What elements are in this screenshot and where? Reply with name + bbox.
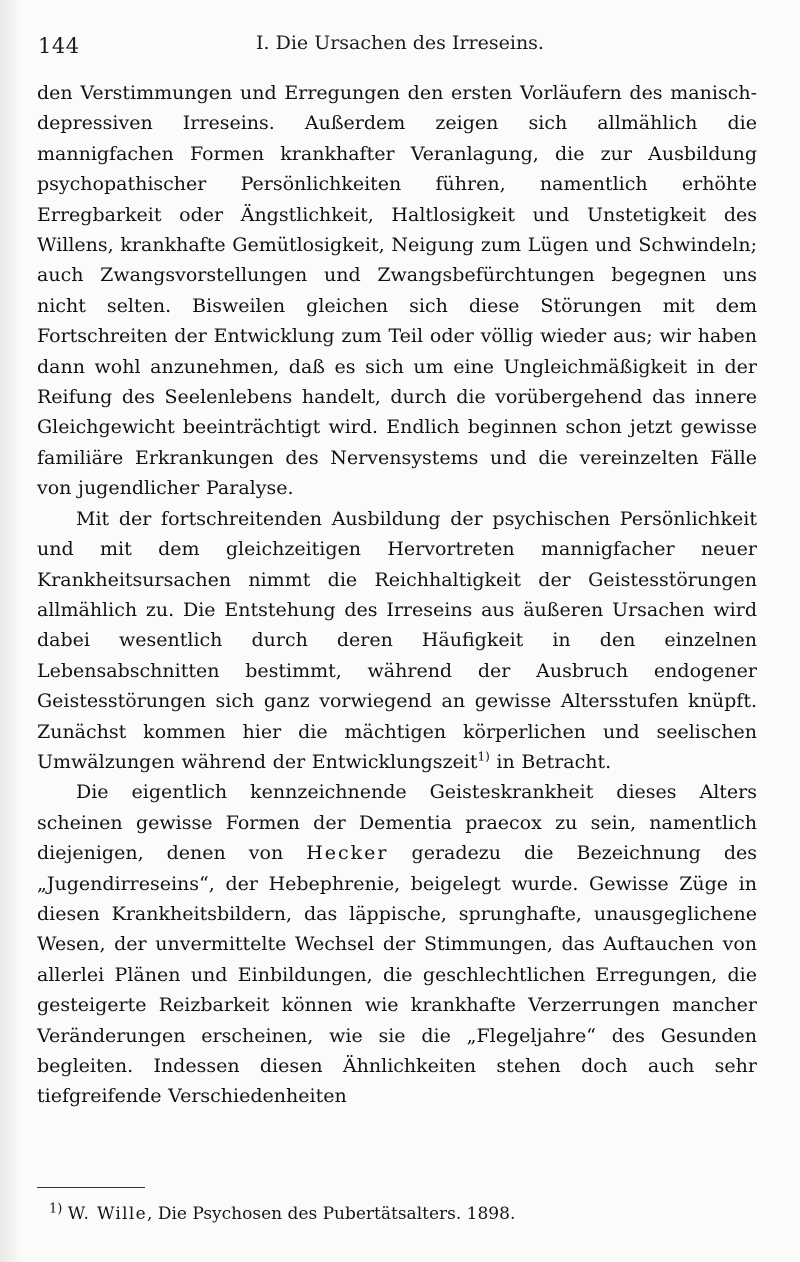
paragraph-3: [37, 777, 757, 1111]
paragraph-3-end: geradezu die Bezeichnung des „Jugendirreseins“, der Hebephrenie, beigelegt wurde. Gewisse Züge in diesen Krankheitsbildern, das läppische, sprunghafte, unausgeglichene Wesen, der unvermittelte Wechsel der Stimmungen, das Auftauchen von allerlei Plänen und Einbildungen, die geschlechtlichen Erregungen, die gesteigerte Reizbarkeit können wie krankhafte Verzerrungen mancher Veränderungen erscheinen, wie sie die „Flegeljahre“ des Gesunden begleiten. Indessen diesen Ähnlichkeiten stehen doch auch sehr tiefgreifende Verschiedenheiten: [37, 842, 757, 1108]
author-name-hecker: Hecker: [306, 842, 389, 865]
paragraph-1: den Verstimmungen und Erregungen den ersten Vorläufern des manisch-depressiven Irreseins. Außerdem zeigen sich allmählich die mannigfachen Formen krankhafter Veranlagung, die zur Ausbildung psychopathischer Persönlichkeiten führen, namentlich erhöhte Erregbarkeit oder Ängstlichkeit, Haltlosigkeit und Unstetigkeit des Willens, krankhafte Gemütlosigkeit, Neigung zum Lügen und Schwindeln; auch Zwangsvorstellungen und Zwangsbefürchtungen begegnen uns nicht selten. Bisweilen gleichen sich diese Störungen mit dem Fortschreiten der Entwicklung zum Teil oder völlig wieder aus; wir haben dann wohl anzunehmen, daß es sich um eine Ungleichmäßigkeit in der Reifung des Seelenlebens handelt, durch die vorübergehend das innere Gleichgewicht beeinträchtigt wird. Endlich beginnen schon jetzt gewisse familiäre Erkrankungen des Nervensystems und die vereinzelten Fälle von jugendlicher Paralyse.: [37, 82, 757, 500]
footnote-divider: [37, 1187, 145, 1188]
body-text: [37, 78, 757, 1112]
footnote-reference: 1): [477, 749, 490, 764]
footnote-author: W. Wille: [67, 1204, 148, 1224]
paragraph-2: [37, 504, 757, 778]
paragraph-3-start: Die eigentlich kennzeichnende Geisteskrankheit dieses Alters scheinen gewisse Formen der Dementia praecox zu sein, namentlich diejenigen, denen von: [37, 781, 757, 865]
page-number: 144: [38, 34, 80, 58]
footnote-marker: 1): [49, 1201, 63, 1217]
paragraph-2-main: Mit der fortschreitenden Ausbildung der psychischen Persönlichkeit und mit dem gleichzeitigen Hervortreten mannigfacher neuer Krankheitsursachen nimmt die Reichhaltigkeit der Geistesstörungen allmählich zu. Die Entstehung des Irreseins aus äußeren Ursachen wird dabei wesentlich durch deren Häufigkeit in den einzelnen Lebensabschnitten bestimmt, während der Ausbruch endogener Geistesstörungen sich ganz vorwiegend an gewisse Altersstufen knüpft. Zunächst kommen hier die mächtigen körperlichen und seelischen Umwälzungen während der Entwicklungszeit: [37, 507, 757, 773]
paragraph-2-end: in Betracht.: [489, 750, 612, 773]
running-title: I. Die Ursachen des Irreseins.: [256, 32, 544, 54]
footnote-text: , Die Psychosen des Pubertätsalters. 1898.: [147, 1204, 516, 1224]
footnote: [49, 1201, 516, 1224]
